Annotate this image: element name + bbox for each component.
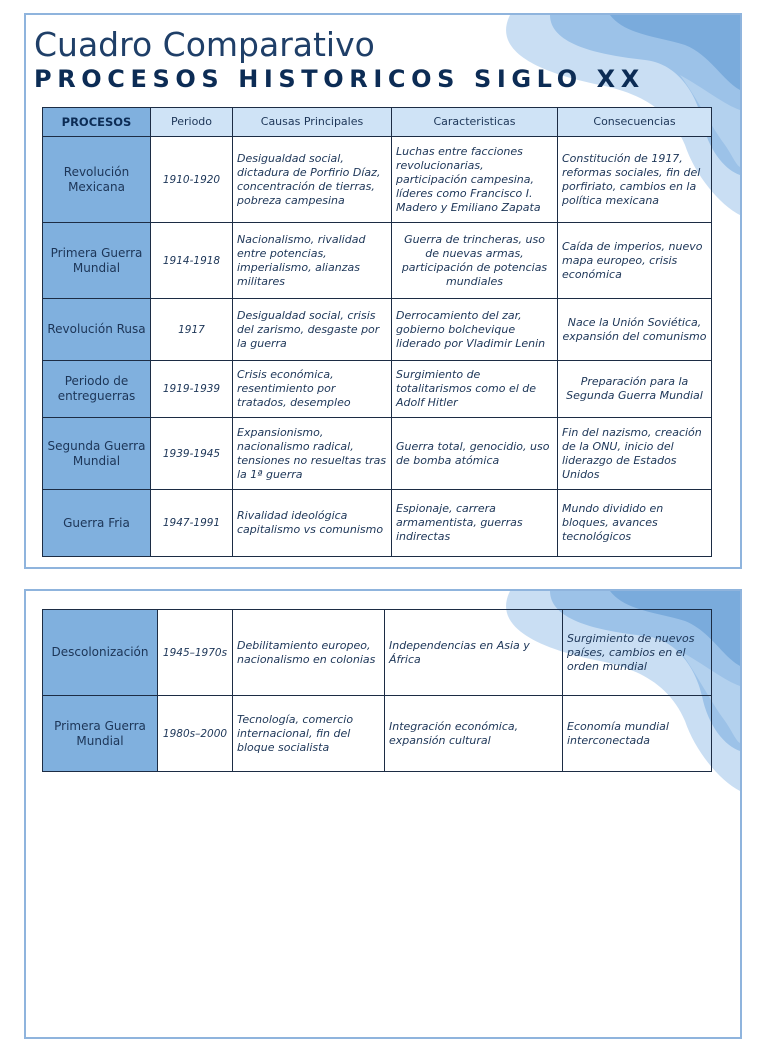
cell-proceso: Descolonización — [43, 610, 158, 696]
cell-periodo: 1947-1991 — [151, 490, 233, 557]
table-row — [43, 418, 712, 490]
cell-consecuencias: Economía mundial interconectada — [563, 696, 712, 772]
table-row — [43, 137, 712, 223]
cell-proceso: Revolución Mexicana — [43, 137, 151, 223]
cell-periodo: 1917 — [151, 299, 233, 361]
table-row — [43, 696, 712, 772]
cell-caracteristicas: Espionaje, carrera armamentista, guerras indirectas — [392, 490, 558, 557]
cell-periodo: 1980s–2000 — [158, 696, 233, 772]
page-2 — [24, 589, 742, 1039]
cell-periodo: 1939-1945 — [151, 418, 233, 490]
cell-proceso: Revolución Rusa — [43, 299, 151, 361]
table-row — [43, 223, 712, 299]
page-1 — [24, 13, 742, 569]
table-header-row — [43, 108, 712, 137]
cell-caracteristicas: Luchas entre facciones revolucionarias, participación campesina, líderes como Francisco I. Madero y Emiliano Zapata — [392, 137, 558, 223]
cell-consecuencias: Preparación para la Segunda Guerra Mundial — [558, 361, 712, 418]
column-header-procesos: PROCESOS — [43, 108, 151, 137]
cell-causas: Expansionismo, nacionalismo radical, tensiones no resueltas tras la 1ª guerra — [233, 418, 392, 490]
cell-caracteristicas: Integración económica, expansión cultural — [385, 696, 563, 772]
cell-periodo: 1914-1918 — [151, 223, 233, 299]
cell-proceso: Segunda Guerra Mundial — [43, 418, 151, 490]
cell-periodo: 1919-1939 — [151, 361, 233, 418]
cell-consecuencias: Nace la Unión Soviética, expansión del comunismo — [558, 299, 712, 361]
cell-periodo: 1945–1970s — [158, 610, 233, 696]
cell-causas: Desigualdad social, crisis del zarismo, desgaste por la guerra — [233, 299, 392, 361]
comparison-table — [42, 107, 712, 557]
table-row — [43, 361, 712, 418]
column-header-periodo: Periodo — [151, 108, 233, 137]
table-row — [43, 610, 712, 696]
cell-caracteristicas: Guerra total, genocidio, uso de bomba atómica — [392, 418, 558, 490]
cell-caracteristicas: Independencias en Asia y África — [385, 610, 563, 696]
table-row — [43, 299, 712, 361]
cell-consecuencias: Mundo dividido en bloques, avances tecnológicos — [558, 490, 712, 557]
cell-caracteristicas: Guerra de trincheras, uso de nuevas armas, participación de potencias mundiales — [392, 223, 558, 299]
cell-caracteristicas: Derrocamiento del zar, gobierno bolchevique liderado por Vladimir Lenin — [392, 299, 558, 361]
table-row — [43, 490, 712, 557]
cell-proceso: Periodo de entreguerras — [43, 361, 151, 418]
cell-consecuencias: Surgimiento de nuevos países, cambios en el orden mundial — [563, 610, 712, 696]
page-title: Cuadro Comparativo — [34, 25, 375, 64]
cell-causas: Crisis económica, resentimiento por tratados, desempleo — [233, 361, 392, 418]
column-header-causas: Causas Principales — [233, 108, 392, 137]
cell-proceso: Primera Guerra Mundial — [43, 696, 158, 772]
cell-causas: Desigualdad social, dictadura de Porfirio Díaz, concentración de tierras, pobreza campesina — [233, 137, 392, 223]
cell-consecuencias: Constitución de 1917, reformas sociales, fin del porfiriato, cambios en la política mexicana — [558, 137, 712, 223]
cell-causas: Debilitamiento europeo, nacionalismo en colonias — [233, 610, 385, 696]
cell-caracteristicas: Surgimiento de totalitarismos como el de Adolf Hitler — [392, 361, 558, 418]
cell-causas: Rivalidad ideológica capitalismo vs comunismo — [233, 490, 392, 557]
cell-causas: Tecnología, comercio internacional, fin del bloque socialista — [233, 696, 385, 772]
cell-proceso: Primera Guerra Mundial — [43, 223, 151, 299]
column-header-caracteristicas: Caracteristicas — [392, 108, 558, 137]
cell-causas: Nacionalismo, rivalidad entre potencias, imperialismo, alianzas militares — [233, 223, 392, 299]
column-header-consecuencias: Consecuencias — [558, 108, 712, 137]
comparison-table-continued — [42, 609, 712, 772]
cell-proceso: Guerra Fria — [43, 490, 151, 557]
cell-periodo: 1910-1920 — [151, 137, 233, 223]
page-subtitle: PROCESOS HISTORICOS SIGLO XX — [34, 65, 645, 93]
cell-consecuencias: Caída de imperios, nuevo mapa europeo, crisis económica — [558, 223, 712, 299]
cell-consecuencias: Fin del nazismo, creación de la ONU, inicio del liderazgo de Estados Unidos — [558, 418, 712, 490]
